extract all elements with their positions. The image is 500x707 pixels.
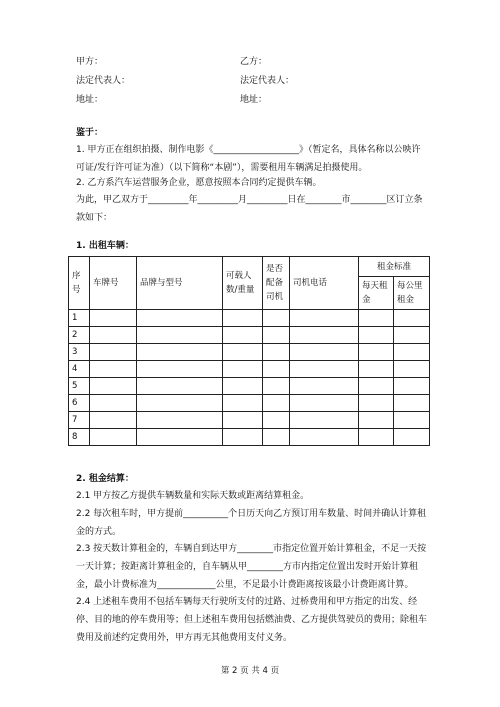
section-2-paragraph-3: 2.3 按天数计算租金的，车辆自到达甲方________市指定位置开始计算租金，不足一天按一天计算；按距离计算租金的，自车辆从甲________方市内指定位置出发时开始计算租金，最小计费标准为_____________公里，不足最小计费距离按该最小计费距离计算。 xyxy=(76,544,427,590)
party-a-representative-label: 法定代表人： xyxy=(76,76,131,86)
row-cell xyxy=(290,327,359,344)
row-cell xyxy=(394,361,430,378)
row-cell xyxy=(137,361,223,378)
row-seq: 6 xyxy=(69,395,90,412)
rental-vehicle-table xyxy=(68,256,430,446)
header-phone: 司机电话 xyxy=(290,257,359,310)
table-row xyxy=(69,327,430,344)
row-cell xyxy=(359,344,394,361)
row-cell xyxy=(394,378,430,395)
whereas-paragraph-2: 2. 乙方系汽车运营服务企业，愿意按照本合同约定提供车辆。 xyxy=(76,178,322,188)
row-cell xyxy=(359,310,394,327)
party-a-address-label: 地址： xyxy=(76,95,104,105)
row-cell xyxy=(394,344,430,361)
row-cell xyxy=(137,310,223,327)
row-cell xyxy=(359,361,394,378)
table-row xyxy=(69,412,430,429)
row-cell xyxy=(290,395,359,412)
row-seq: 2 xyxy=(69,327,90,344)
table-row xyxy=(69,310,430,327)
row-cell xyxy=(290,344,359,361)
section-1-title: 1. 出租车辆： xyxy=(76,241,134,251)
row-cell xyxy=(359,378,394,395)
row-cell xyxy=(263,412,290,429)
row-seq: 3 xyxy=(69,344,90,361)
row-cell xyxy=(137,412,223,429)
row-seq: 8 xyxy=(69,429,90,446)
row-cell xyxy=(90,395,137,412)
header-capacity: 可载人数/重量 xyxy=(223,257,263,310)
row-cell xyxy=(290,378,359,395)
row-cell xyxy=(223,395,263,412)
row-cell xyxy=(90,378,137,395)
table-row xyxy=(69,429,430,446)
row-cell xyxy=(394,327,430,344)
row-cell xyxy=(223,412,263,429)
table-row xyxy=(69,378,430,395)
header-rent: 租金标准 xyxy=(359,257,430,277)
section-2-title: 2. 租金结算： xyxy=(76,474,134,484)
row-cell xyxy=(223,429,263,446)
header-driver: 是否配备司机 xyxy=(263,257,290,310)
row-cell xyxy=(90,344,137,361)
row-cell xyxy=(137,429,223,446)
row-seq: 4 xyxy=(69,361,90,378)
row-cell xyxy=(90,310,137,327)
row-cell xyxy=(137,327,223,344)
table-row xyxy=(69,395,430,412)
party-b-representative-label: 法定代表人： xyxy=(240,76,295,86)
row-cell xyxy=(263,395,290,412)
row-cell xyxy=(90,429,137,446)
page-number: 第 2 页 共 4 页 xyxy=(220,666,280,676)
section-2-paragraph-1: 2.1 甲方按乙方提供车辆数量和实际天数或距离结算租金。 xyxy=(76,491,310,501)
row-cell xyxy=(290,412,359,429)
whereas-paragraph-3: 为此，甲乙双方于_________年_________月_________日在________市________区订立条款如下： xyxy=(76,195,423,223)
row-cell xyxy=(290,429,359,446)
row-cell xyxy=(263,344,290,361)
row-cell xyxy=(359,429,394,446)
header-plate: 车牌号 xyxy=(90,257,137,310)
row-cell xyxy=(137,344,223,361)
table-header-row xyxy=(69,257,430,277)
header-per-km: 每公里租金 xyxy=(394,277,430,310)
party-a-label: 甲方： xyxy=(76,57,104,67)
whereas-paragraph-1: 1. 甲方正在组织拍摄、制作电影《___________________》（暂定名，具体名称以公映许可证/发行许可证为准）（以下简称“本剧”），需要租用车辆满足拍摄使用。 xyxy=(76,145,421,173)
row-cell xyxy=(137,395,223,412)
row-cell xyxy=(290,361,359,378)
whereas-title: 鉴于： xyxy=(76,128,104,138)
party-b-address-label: 地址： xyxy=(240,95,268,105)
table-row xyxy=(69,361,430,378)
row-cell xyxy=(394,310,430,327)
row-cell xyxy=(90,327,137,344)
table-row xyxy=(69,344,430,361)
row-cell xyxy=(137,378,223,395)
header-seq: 序号 xyxy=(69,257,90,310)
row-seq: 1 xyxy=(69,310,90,327)
row-cell xyxy=(290,310,359,327)
row-cell xyxy=(263,361,290,378)
row-cell xyxy=(90,412,137,429)
row-cell xyxy=(359,327,394,344)
row-cell xyxy=(223,378,263,395)
row-cell xyxy=(263,327,290,344)
section-2-paragraph-2: 2.2 每次租车时，甲方提前__________个日历天向乙方预订用车数量、时间并确认计算租金的方式。 xyxy=(76,509,427,537)
row-cell xyxy=(394,395,430,412)
row-cell xyxy=(263,378,290,395)
row-cell xyxy=(359,412,394,429)
row-cell xyxy=(90,361,137,378)
row-seq: 5 xyxy=(69,378,90,395)
row-cell xyxy=(263,429,290,446)
row-cell xyxy=(223,327,263,344)
header-model: 品牌与型号 xyxy=(137,257,223,310)
row-cell xyxy=(394,429,430,446)
section-2-paragraph-4: 2.4 上述租车费用不包括车辆每天行驶所支付的过路、过桥费用和甲方指定的出发、经停、目的地的停车费用等；但上述租车费用包括燃油费、乙方提供驾驶员的费用；除租车费用及前述约定费用外，甲方再无其他费用支付义务。 xyxy=(76,597,428,643)
row-cell xyxy=(263,310,290,327)
row-cell xyxy=(394,412,430,429)
row-cell xyxy=(223,310,263,327)
party-b-label: 乙方： xyxy=(240,57,268,67)
row-cell xyxy=(223,361,263,378)
header-per-day: 每天租金 xyxy=(359,277,394,310)
row-cell xyxy=(223,344,263,361)
row-cell xyxy=(359,395,394,412)
row-seq: 7 xyxy=(69,412,90,429)
